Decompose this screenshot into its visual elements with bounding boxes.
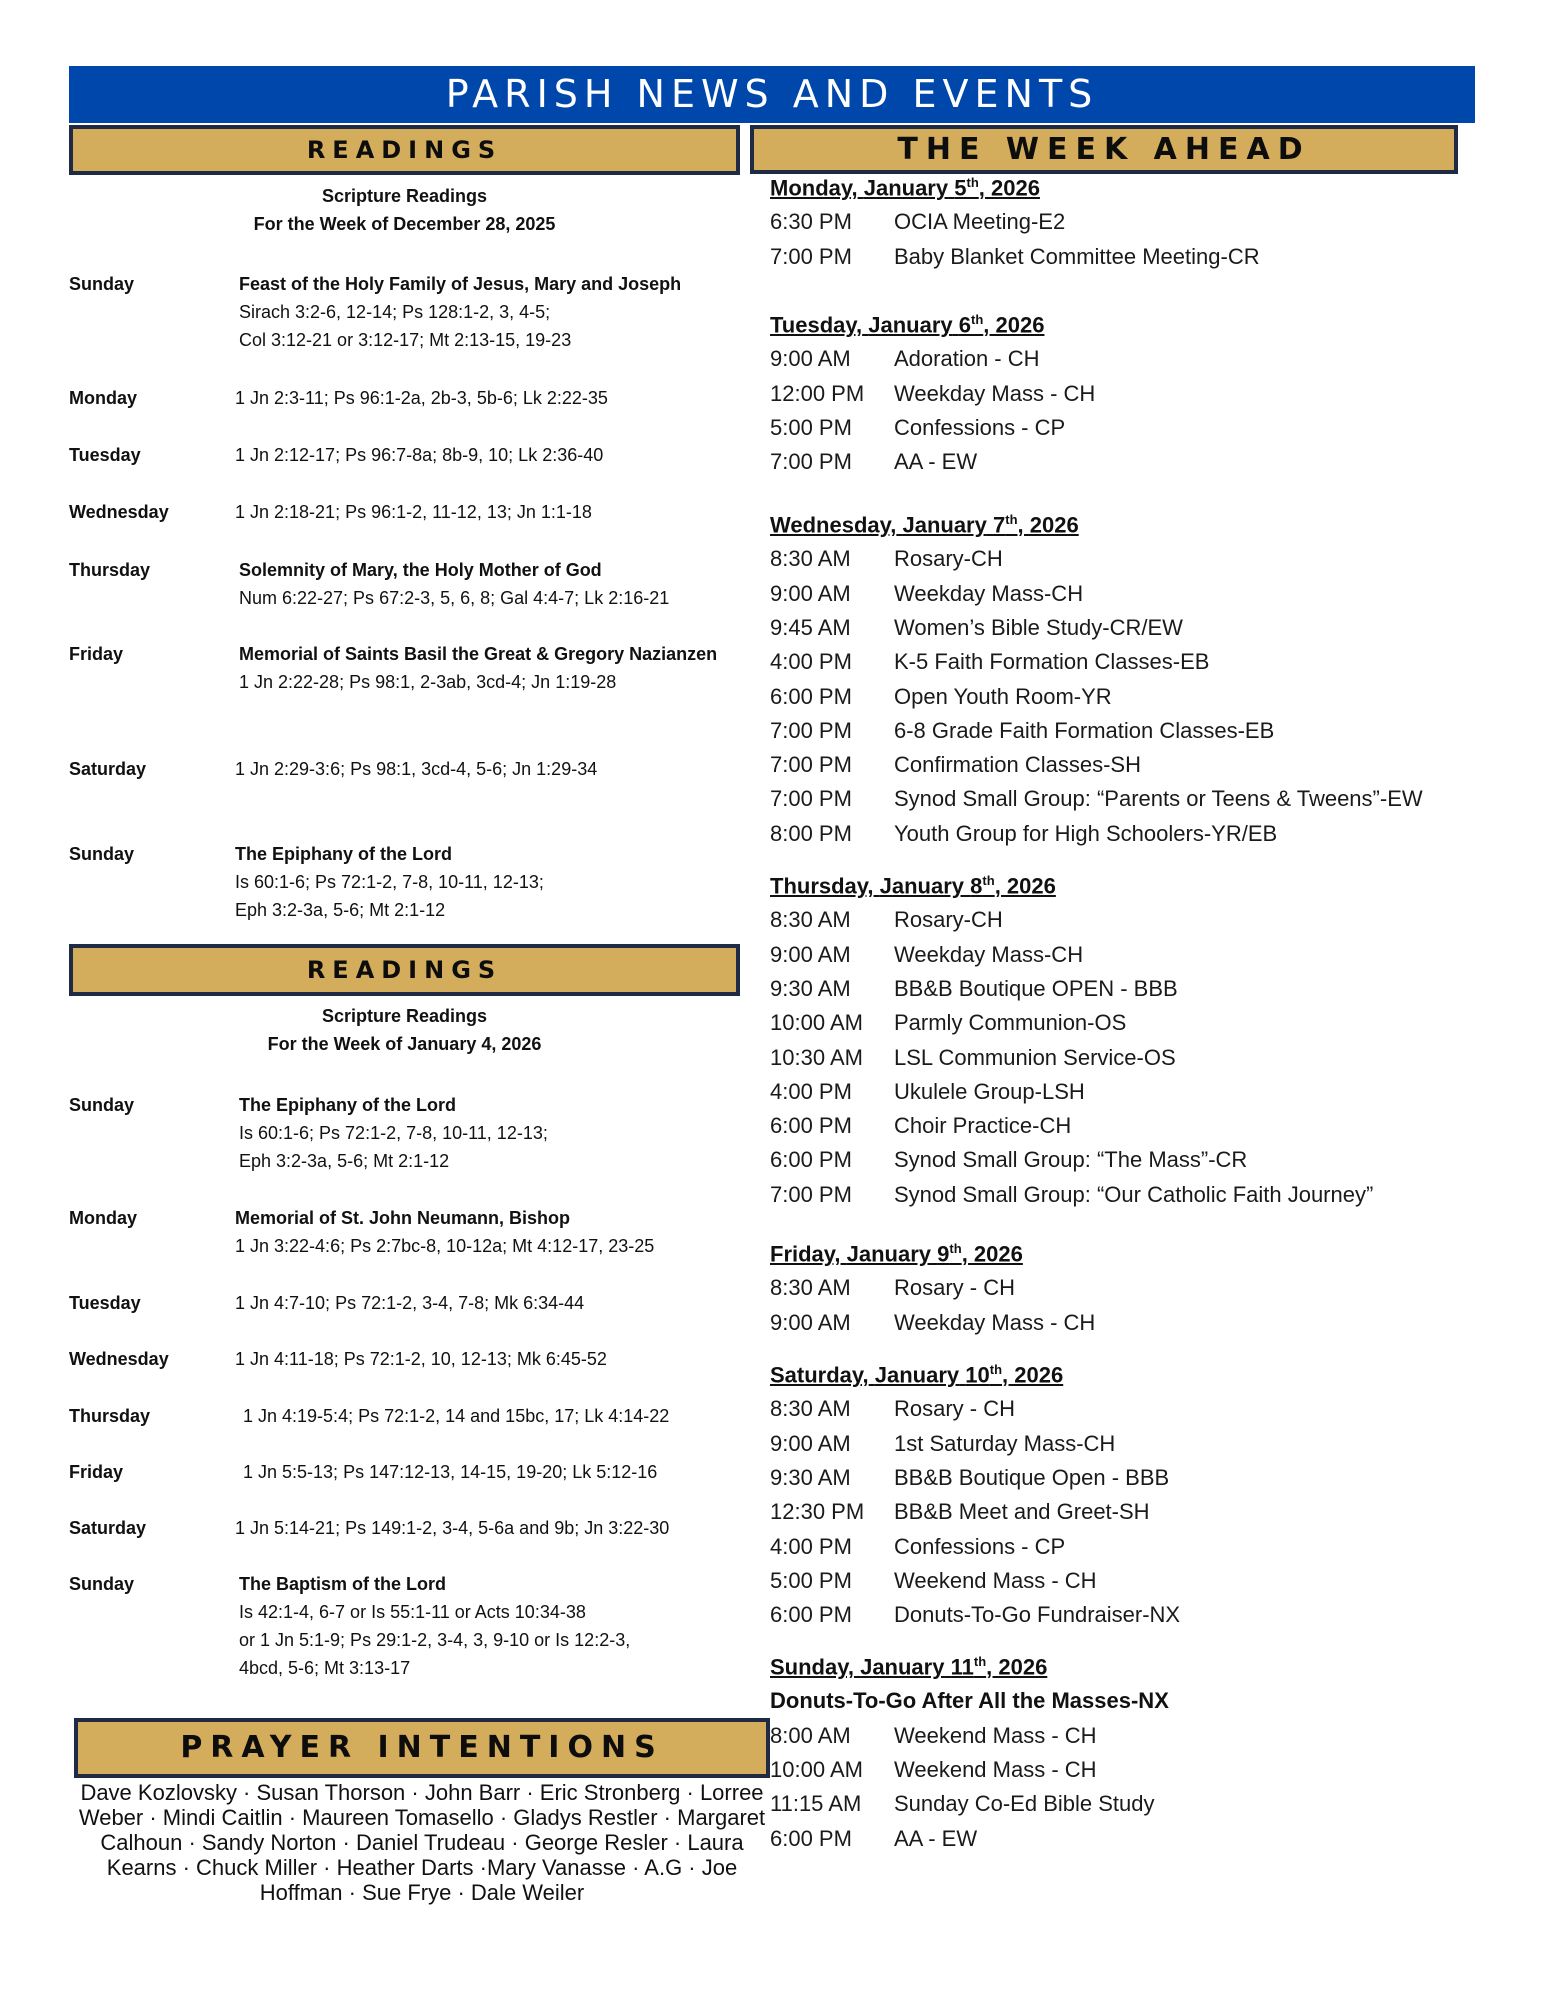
prayer-intentions-names: Dave Kozlovsky · Susan Thorson · John Barr · Eric Stronberg · Lorree Weber · Mindi Caitlin · Maureen Tomasello · Gladys Restler · Margaret Calhoun · Sandy Norton · Daniel Trudeau · George Resler · Laura Kearns · Chuck Miller · Heather Darts ·Mary Vanasse · A.G · Joe Hoffman · Sue Frye · Dale Weiler — [78, 1780, 766, 1905]
event-row — [770, 649, 1209, 675]
heading-weekday: Saturday, — [770, 1362, 869, 1388]
reading-day-label: Saturday — [69, 1518, 147, 1538]
event-name: BB&B Boutique OPEN - BBB — [894, 975, 1178, 1001]
reading-feast-title: The Epiphany of the Lord — [235, 844, 452, 864]
reading-citation: Num 6:22-27; Ps 67:2-3, 5, 6, 8; Gal 4:4-7; Lk 2:16-21 — [239, 588, 670, 608]
heading-date: 9 — [937, 1241, 950, 1267]
reading-citation: Eph 3:2-3a, 5-6; Mt 2:1-12 — [235, 900, 446, 920]
event-row — [770, 615, 1183, 641]
event-time: 9:00 AM — [770, 941, 851, 967]
event-row — [770, 244, 1260, 270]
reading-citation: 1 Jn 2:12-17; Ps 96:7-8a; 8b-9, 10; Lk 2:36-40 — [235, 445, 604, 465]
event-row — [770, 1079, 1085, 1105]
reading-body — [235, 498, 592, 526]
event-name: Donuts-To-Go Fundraiser-NX — [894, 1602, 1181, 1628]
event-name: BB&B Meet and Greet-SH — [894, 1499, 1150, 1525]
reading-citation: 1 Jn 2:29-3:6; Ps 98:1, 3cd-4, 5-6; Jn 1:29-34 — [235, 759, 598, 779]
event-name: Weekend Mass - CH — [894, 1756, 1097, 1782]
event-time: 6:00 PM — [770, 1113, 852, 1139]
event-name: Synod Small Group: “The Mass”-CR — [894, 1147, 1248, 1173]
readings-2-subtitle: For the Week of January 4, 2026 — [267, 1034, 542, 1054]
event-name: Choir Practice-CH — [894, 1113, 1072, 1139]
reading-citation: Is 60:1-6; Ps 72:1-2, 7-8, 10-11, 12-13; — [235, 872, 544, 892]
reading-body — [235, 1345, 607, 1373]
event-name: LSL Communion Service-OS — [894, 1044, 1176, 1070]
event-row — [770, 976, 1178, 1002]
event-row — [770, 1826, 977, 1852]
event-name: Weekend Mass - CH — [894, 1567, 1097, 1593]
event-time: 9:30 AM — [770, 1464, 851, 1490]
event-name: Youth Group for High Schoolers-YR/EB — [894, 820, 1278, 846]
event-row — [770, 1147, 1247, 1173]
event-row — [770, 1499, 1150, 1525]
reading-day-label: Thursday — [69, 560, 151, 580]
event-name: Weekend Mass - CH — [894, 1722, 1097, 1748]
reading-body — [239, 556, 669, 612]
event-row — [770, 1465, 1169, 1491]
reading-day-label: Monday — [69, 1208, 138, 1228]
reading-day-label: Sunday — [69, 844, 135, 864]
reading-feast-title: Memorial of Saints Basil the Great & Gregory Nazianzen — [239, 644, 718, 664]
reading-day-label: Sunday — [69, 1574, 135, 1594]
heading-date-suffix: th — [971, 312, 984, 327]
event-name: Adoration - CH — [894, 346, 1040, 372]
event-row — [770, 907, 1003, 933]
event-name: Baby Blanket Committee Meeting-CR — [894, 243, 1260, 269]
week-day-heading — [770, 175, 1040, 201]
page-banner: PARISH NEWS AND EVENTS — [69, 66, 1475, 123]
heading-weekday: Friday, — [770, 1241, 841, 1267]
heading-year: , 2026 — [986, 1654, 1048, 1680]
event-name: Rosary - CH — [894, 1275, 1016, 1301]
event-row — [770, 1182, 1373, 1208]
event-row — [770, 1275, 1015, 1301]
event-time: 7:00 PM — [770, 1181, 852, 1207]
event-time: 7:00 PM — [770, 243, 852, 269]
event-time: 9:00 AM — [770, 1309, 851, 1335]
heading-date-suffix: th — [982, 873, 995, 888]
heading-date: 5 — [954, 175, 967, 201]
event-time: 10:00 AM — [770, 1010, 863, 1036]
reading-day-label: Sunday — [69, 1095, 135, 1115]
event-row — [770, 821, 1277, 847]
reading-day-label: Friday — [69, 644, 124, 664]
reading-day-label: Monday — [69, 388, 138, 408]
event-time: 8:30 AM — [770, 1275, 851, 1301]
reading-day-label: Sunday — [69, 274, 135, 294]
event-time: 10:00 AM — [770, 1756, 863, 1782]
heading-date-suffix: th — [1005, 512, 1018, 527]
event-name: BB&B Boutique Open - BBB — [894, 1464, 1170, 1490]
reading-day-label: Tuesday — [69, 445, 141, 465]
event-time: 7:00 PM — [770, 786, 852, 812]
event-row — [770, 786, 1423, 812]
event-time: 8:30 AM — [770, 907, 851, 933]
event-name: AA - EW — [894, 1825, 978, 1851]
reading-citation: Eph 3:2-3a, 5-6; Mt 2:1-12 — [239, 1151, 450, 1171]
event-name: AA - EW — [894, 449, 978, 475]
event-row — [770, 346, 1040, 372]
heading-date-suffix: th — [949, 1241, 962, 1256]
event-name: Sunday Co-Ed Bible Study — [894, 1791, 1155, 1817]
reading-body — [235, 1514, 669, 1542]
event-time: 6:00 PM — [770, 1147, 852, 1173]
event-row — [770, 1723, 1097, 1749]
reading-feast-title: Memorial of St. John Neumann, Bishop — [235, 1208, 571, 1228]
reading-citation: 1 Jn 4:19-5:4; Ps 72:1-2, 14 and 15bc, 17; Lk 4:14-22 — [243, 1406, 670, 1426]
event-row — [770, 1791, 1155, 1817]
reading-body — [239, 270, 681, 354]
event-name: Open Youth Room-YR — [894, 683, 1112, 709]
reading-day-label: Wednesday — [69, 1349, 169, 1369]
event-row — [770, 209, 1065, 235]
event-name: Weekday Mass-CH — [894, 941, 1084, 967]
event-time: 4:00 PM — [770, 1533, 852, 1559]
event-row — [770, 546, 1003, 572]
week-day-note: Donuts-To-Go After All the Masses-NX — [770, 1688, 1169, 1714]
event-time: 12:30 PM — [770, 1499, 865, 1525]
readings-header-1: READINGS — [69, 125, 740, 175]
week-day-heading — [770, 512, 1079, 538]
event-name: Confessions - CP — [894, 1533, 1066, 1559]
heading-year: , 2026 — [961, 1241, 1023, 1267]
event-row — [770, 1010, 1126, 1036]
reading-citation: 1 Jn 5:5-13; Ps 147:12-13, 14-15, 19-20; Lk 5:12-16 — [243, 1462, 658, 1482]
week-day-heading — [770, 1241, 1023, 1267]
event-name: Ukulele Group-LSH — [894, 1078, 1085, 1104]
event-name: Confessions - CP — [894, 414, 1066, 440]
event-row — [770, 1534, 1065, 1560]
heading-weekday: Wednesday, — [770, 512, 897, 538]
reading-citation: 4bcd, 5-6; Mt 3:13-17 — [239, 1658, 411, 1678]
reading-body — [235, 1204, 654, 1260]
week-day-heading — [770, 1362, 1063, 1388]
heading-date-suffix: th — [966, 175, 979, 190]
reading-body — [235, 840, 544, 924]
event-name: Weekday Mass-CH — [894, 580, 1084, 606]
readings-header-2: READINGS — [69, 944, 740, 996]
readings-2-title: Scripture Readings — [321, 1006, 488, 1026]
heading-date: 11 — [950, 1654, 974, 1680]
reading-citation: Sirach 3:2-6, 12-14; Ps 128:1-2, 3, 4-5; — [239, 302, 551, 322]
event-row — [770, 1602, 1180, 1628]
event-name: 6-8 Grade Faith Formation Classes-EB — [894, 717, 1275, 743]
reading-body — [239, 1091, 548, 1175]
event-time: 7:00 PM — [770, 717, 852, 743]
event-name: K-5 Faith Formation Classes-EB — [894, 649, 1210, 675]
reading-citation: 1 Jn 2:3-11; Ps 96:1-2a, 2b-3, 5b-6; Lk 2:22-35 — [235, 388, 608, 408]
event-time: 8:30 AM — [770, 1396, 851, 1422]
event-row — [770, 1757, 1097, 1783]
heading-weekday: Thursday, — [770, 873, 874, 899]
event-time: 4:00 PM — [770, 1078, 852, 1104]
event-row — [770, 942, 1083, 968]
event-time: 9:45 AM — [770, 614, 851, 640]
reading-body — [235, 384, 608, 412]
reading-day-label: Saturday — [69, 759, 147, 779]
event-time: 9:00 AM — [770, 580, 851, 606]
reading-day-label: Wednesday — [69, 502, 169, 522]
event-time: 10:30 AM — [770, 1044, 863, 1070]
event-time: 7:00 PM — [770, 752, 852, 778]
week-day-heading — [770, 1654, 1047, 1680]
event-name: Synod Small Group: “Our Catholic Faith Journey” — [894, 1181, 1374, 1207]
reading-citation: 1 Jn 2:22-28; Ps 98:1, 2-3ab, 3cd-4; Jn 1:19-28 — [239, 672, 617, 692]
reading-citation: Is 60:1-6; Ps 72:1-2, 7-8, 10-11, 12-13; — [239, 1123, 548, 1143]
readings-1-subtitle: For the Week of December 28, 2025 — [253, 214, 556, 234]
readings-1-title: Scripture Readings — [321, 186, 488, 206]
heading-month: January — [860, 1654, 945, 1680]
event-time: 8:30 AM — [770, 546, 851, 572]
event-time: 8:00 PM — [770, 820, 852, 846]
reading-citation: or 1 Jn 5:1-9; Ps 29:1-2, 3-4, 3, 9-10 or Is 12:2-3, — [239, 1630, 631, 1650]
week-ahead-header: THE WEEK AHEAD — [750, 125, 1458, 174]
reading-feast-title: The Epiphany of the Lord — [239, 1095, 456, 1115]
reading-citation: 1 Jn 4:11-18; Ps 72:1-2, 10, 12-13; Mk 6:45-52 — [235, 1349, 607, 1369]
prayer-intentions-header: PRAYER INTENTIONS — [74, 1718, 770, 1778]
heading-date-suffix: th — [989, 1362, 1003, 1377]
heading-weekday: Tuesday, — [770, 312, 863, 338]
event-row — [770, 415, 1065, 441]
event-time: 5:00 PM — [770, 414, 852, 440]
event-time: 7:00 PM — [770, 449, 852, 475]
event-time: 4:00 PM — [770, 649, 852, 675]
event-name: Parmly Communion-OS — [894, 1010, 1127, 1036]
event-time: 9:00 AM — [770, 1430, 851, 1456]
reading-body — [235, 1289, 584, 1317]
reading-feast-title: The Baptism of the Lord — [239, 1574, 446, 1594]
heading-month: January — [846, 1241, 932, 1267]
heading-date: 7 — [992, 512, 1006, 538]
reading-feast-title: Solemnity of Mary, the Holy Mother of God — [239, 560, 602, 580]
event-row — [770, 1045, 1176, 1071]
event-row — [770, 1113, 1071, 1139]
heading-month: January — [879, 873, 965, 899]
heading-year: , 2026 — [978, 175, 1040, 201]
reading-feast-title: Feast of the Holy Family of Jesus, Mary and Joseph — [239, 274, 682, 294]
event-time: 6:00 PM — [770, 1825, 852, 1851]
reading-citation: 1 Jn 5:14-21; Ps 149:1-2, 3-4, 5-6a and 9b; Jn 3:22-30 — [235, 1518, 670, 1538]
event-time: 11:15 AM — [770, 1791, 862, 1817]
reading-citation: Is 42:1-4, 6-7 or Is 55:1-11 or Acts 10:34-38 — [239, 1602, 586, 1622]
reading-body — [243, 1402, 669, 1430]
event-row — [770, 381, 1095, 407]
event-row — [770, 718, 1274, 744]
event-name: Women’s Bible Study-CR/EW — [894, 614, 1183, 640]
event-name: Rosary-CH — [894, 546, 1003, 572]
event-time: 6:00 PM — [770, 1602, 852, 1628]
event-name: Synod Small Group: “Parents or Teens & Tweens”-EW — [894, 786, 1423, 812]
heading-month: January — [874, 1362, 960, 1388]
reading-citation: 1 Jn 4:7-10; Ps 72:1-2, 3-4, 7-8; Mk 6:34-44 — [235, 1293, 585, 1313]
event-time: 9:00 AM — [770, 346, 851, 372]
event-name: 1st Saturday Mass-CH — [894, 1430, 1116, 1456]
heading-weekday: Monday, — [770, 175, 858, 201]
heading-month: January — [868, 312, 953, 338]
heading-year: , 2026 — [1002, 1362, 1064, 1388]
event-row — [770, 1396, 1015, 1422]
event-time: 12:00 PM — [770, 380, 865, 406]
event-name: Weekday Mass - CH — [894, 380, 1096, 406]
reading-body — [239, 1570, 630, 1682]
reading-body — [235, 755, 597, 783]
event-name: Rosary - CH — [894, 1396, 1016, 1422]
heading-date: 8 — [970, 873, 983, 899]
heading-date: 6 — [958, 312, 971, 338]
event-row — [770, 581, 1083, 607]
week-day-heading — [770, 873, 1056, 899]
event-name: Confirmation Classes-SH — [894, 752, 1141, 778]
event-row — [770, 684, 1112, 710]
event-time: 6:30 PM — [770, 209, 852, 235]
reading-body — [243, 1458, 657, 1486]
event-time: 6:00 PM — [770, 683, 852, 709]
event-row — [770, 752, 1141, 778]
reading-day-label: Thursday — [69, 1406, 151, 1426]
event-name: OCIA Meeting-E2 — [894, 209, 1066, 235]
heading-month: January — [902, 512, 987, 538]
reading-citation: 1 Jn 2:18-21; Ps 96:1-2, 11-12, 13; Jn 1:1-18 — [235, 502, 592, 522]
event-row — [770, 449, 977, 475]
reading-day-label: Tuesday — [69, 1293, 141, 1313]
reading-body — [235, 441, 603, 469]
event-time: 5:00 PM — [770, 1567, 852, 1593]
week-day-heading — [770, 312, 1044, 338]
event-time: 8:00 AM — [770, 1722, 851, 1748]
event-name: Rosary-CH — [894, 907, 1003, 933]
reading-body — [239, 640, 717, 696]
heading-year: , 2026 — [994, 873, 1056, 899]
reading-citation: Col 3:12-21 or 3:12-17; Mt 2:13-15, 19-23 — [239, 330, 572, 350]
event-name: Weekday Mass - CH — [894, 1309, 1096, 1335]
event-time: 9:30 AM — [770, 975, 851, 1001]
heading-month: January — [863, 175, 949, 201]
event-row — [770, 1568, 1097, 1594]
heading-date-suffix: th — [973, 1654, 987, 1669]
reading-citation: 1 Jn 3:22-4:6; Ps 2:7bc-8, 10-12a; Mt 4:12-17, 23-25 — [235, 1236, 655, 1256]
heading-date: 10 — [965, 1362, 990, 1388]
heading-weekday: Sunday, — [770, 1654, 854, 1680]
reading-day-label: Friday — [69, 1462, 124, 1482]
heading-year: , 2026 — [983, 312, 1045, 338]
event-row — [770, 1310, 1095, 1336]
event-row — [770, 1431, 1115, 1457]
heading-year: , 2026 — [1017, 512, 1079, 538]
